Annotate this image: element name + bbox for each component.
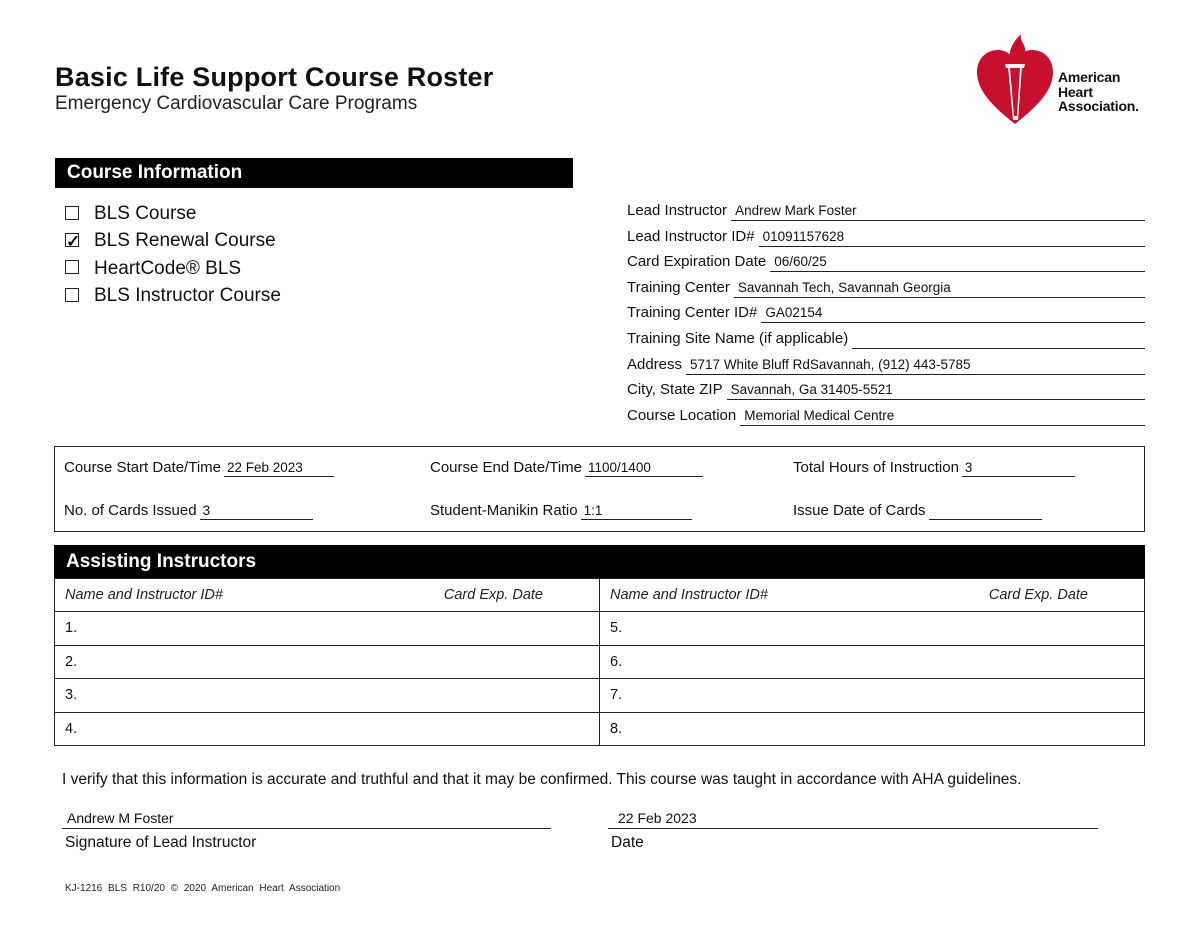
form-footer: KJ-1216 BLS R10/20 © 2020 American Heart Association [65,883,341,894]
row-number: 2. [65,653,78,670]
field-value: 22 Feb 2023 [227,460,303,475]
field-value: 1100/1400 [588,460,651,475]
field-line[interactable] [581,501,692,520]
page-title: Basic Life Support Course Roster [55,62,494,92]
issue-date-field [793,501,1042,520]
row-number: 4. [65,720,78,737]
table-cell[interactable] [55,645,600,679]
field-line[interactable] [761,303,1145,323]
row-number: 1. [65,620,78,637]
signature-label: Signature of Lead Instructor [65,834,257,851]
date-label: Date [611,834,644,851]
field-value: Savannah, Ga 31405-5521 [730,381,893,397]
checkbox[interactable] [65,288,79,302]
field-label: Lead Instructor [627,201,728,219]
field-line[interactable] [731,201,1145,221]
field-label: Course Location [627,406,737,424]
field-label: No. of Cards Issued [64,502,197,519]
field-line[interactable] [734,278,1145,298]
signature-value: Andrew M Foster [67,810,174,826]
course-details-box [54,446,1145,532]
table-header-cell [600,579,1145,612]
column-header: Name and Instructor ID# [65,587,223,603]
field-line[interactable] [852,329,1145,349]
table-row [55,679,1145,713]
field-line[interactable] [224,458,334,477]
field-line[interactable] [770,252,1145,272]
field-value: 1:1 [583,503,603,518]
cards-issued-field [64,501,313,520]
aha-logo [975,28,1155,128]
course-option-label: HeartCode® BLS [94,257,242,279]
training-center-id-field [627,297,1145,323]
field-label: Training Center [627,278,730,296]
field-label: Course End Date/Time [430,459,583,476]
row-number: 6. [610,653,623,670]
wordmark-line: Heart [1058,83,1093,100]
address-field [627,349,1145,375]
field-label: Lead Instructor ID# [627,227,755,245]
course-end-field [430,458,703,477]
field-value: GA02154 [765,304,823,320]
column-header: Name and Instructor ID# [610,587,768,603]
heart-torch-icon [975,28,1055,128]
column-header: Card Exp. Date [988,587,1088,603]
field-label: Student-Manikin Ratio [430,502,578,519]
table-cell[interactable] [55,679,600,713]
table-row [55,612,1145,646]
table-cell[interactable] [55,612,600,646]
column-header: Card Exp. Date [443,587,543,603]
field-value: Savannah Tech, Savannah Georgia [737,279,951,295]
table-cell[interactable] [600,645,1145,679]
course-option-bls-renewal[interactable] [65,227,281,254]
wordmark-line: Association. [1058,98,1139,114]
field-label: Total Hours of Instruction [793,459,959,476]
training-site-name-field [627,323,1145,349]
table-header-row [55,579,1145,612]
lead-instructor-id-field [627,221,1145,247]
table-header-cell [55,579,600,612]
total-hours-field [793,458,1075,477]
training-center-field [627,272,1145,298]
field-value: 3 [964,460,973,475]
row-number: 5. [610,620,623,637]
field-label: Issue Date of Cards [793,502,926,519]
verification-statement: I verify that this information is accurate and truthful and that it may be confirmed. This course was taught in accordance with AHA guidelines. [62,771,1022,788]
student-manikin-ratio-field [430,501,692,520]
field-value: 01091157628 [762,228,845,244]
course-option-label: BLS Instructor Course [94,284,281,306]
assisting-instructors-table [54,578,1145,746]
course-option-label: BLS Renewal Course [94,230,276,252]
checkbox-checked[interactable] [65,233,79,247]
course-location-field [627,400,1145,426]
table-cell[interactable] [55,712,600,746]
field-line[interactable] [200,501,313,520]
field-value: 5717 White Bluff RdSavannah, (912) 443-5785 [690,356,971,372]
page-subtitle: Emergency Cardiovascular Care Programs [55,93,418,114]
table-cell[interactable] [600,712,1145,746]
table-cell[interactable] [600,612,1145,646]
field-line[interactable] [962,458,1075,477]
field-value: 06/60/25 [774,253,827,269]
field-label: Training Center ID# [627,303,758,321]
course-start-field [64,458,334,477]
field-label: Address [627,355,683,373]
row-number: 7. [610,687,623,704]
table-row [55,712,1145,746]
course-option-bls-instructor[interactable] [65,282,281,309]
table-cell[interactable] [600,679,1145,713]
field-label: Card Expiration Date [627,252,767,270]
aha-wordmark [1058,70,1139,114]
field-value: Andrew Mark Foster [735,202,857,218]
field-line[interactable] [929,501,1042,520]
field-label: Training Site Name (if applicable) [627,329,849,347]
course-option-label: BLS Course [94,203,197,224]
field-line[interactable] [686,355,1145,375]
field-line[interactable] [740,406,1145,426]
field-label: City, State ZIP [627,380,723,398]
city-state-zip-field [627,374,1145,400]
field-line[interactable] [727,380,1145,400]
lead-instructor-field [627,195,1145,221]
field-value: 3 [202,503,211,518]
checkbox[interactable] [65,206,79,220]
card-expiration-date-field [627,246,1145,272]
field-line[interactable] [759,227,1145,247]
checkbox[interactable] [65,260,79,274]
row-number: 3. [65,687,78,704]
course-information-header: Course Information [55,158,573,188]
field-value: Memorial Medical Centre [744,407,895,423]
table-row [55,645,1145,679]
course-type-list [65,200,281,309]
course-option-bls[interactable] [65,200,281,227]
row-number: 8. [610,720,623,737]
field-label: Course Start Date/Time [64,459,221,476]
course-option-heartcode-bls[interactable] [65,255,281,282]
date-value: 22 Feb 2023 [618,810,697,826]
wordmark-line: American [1058,69,1121,85]
field-line[interactable] [585,458,703,477]
assisting-instructors-header: Assisting Instructors [54,545,1145,578]
